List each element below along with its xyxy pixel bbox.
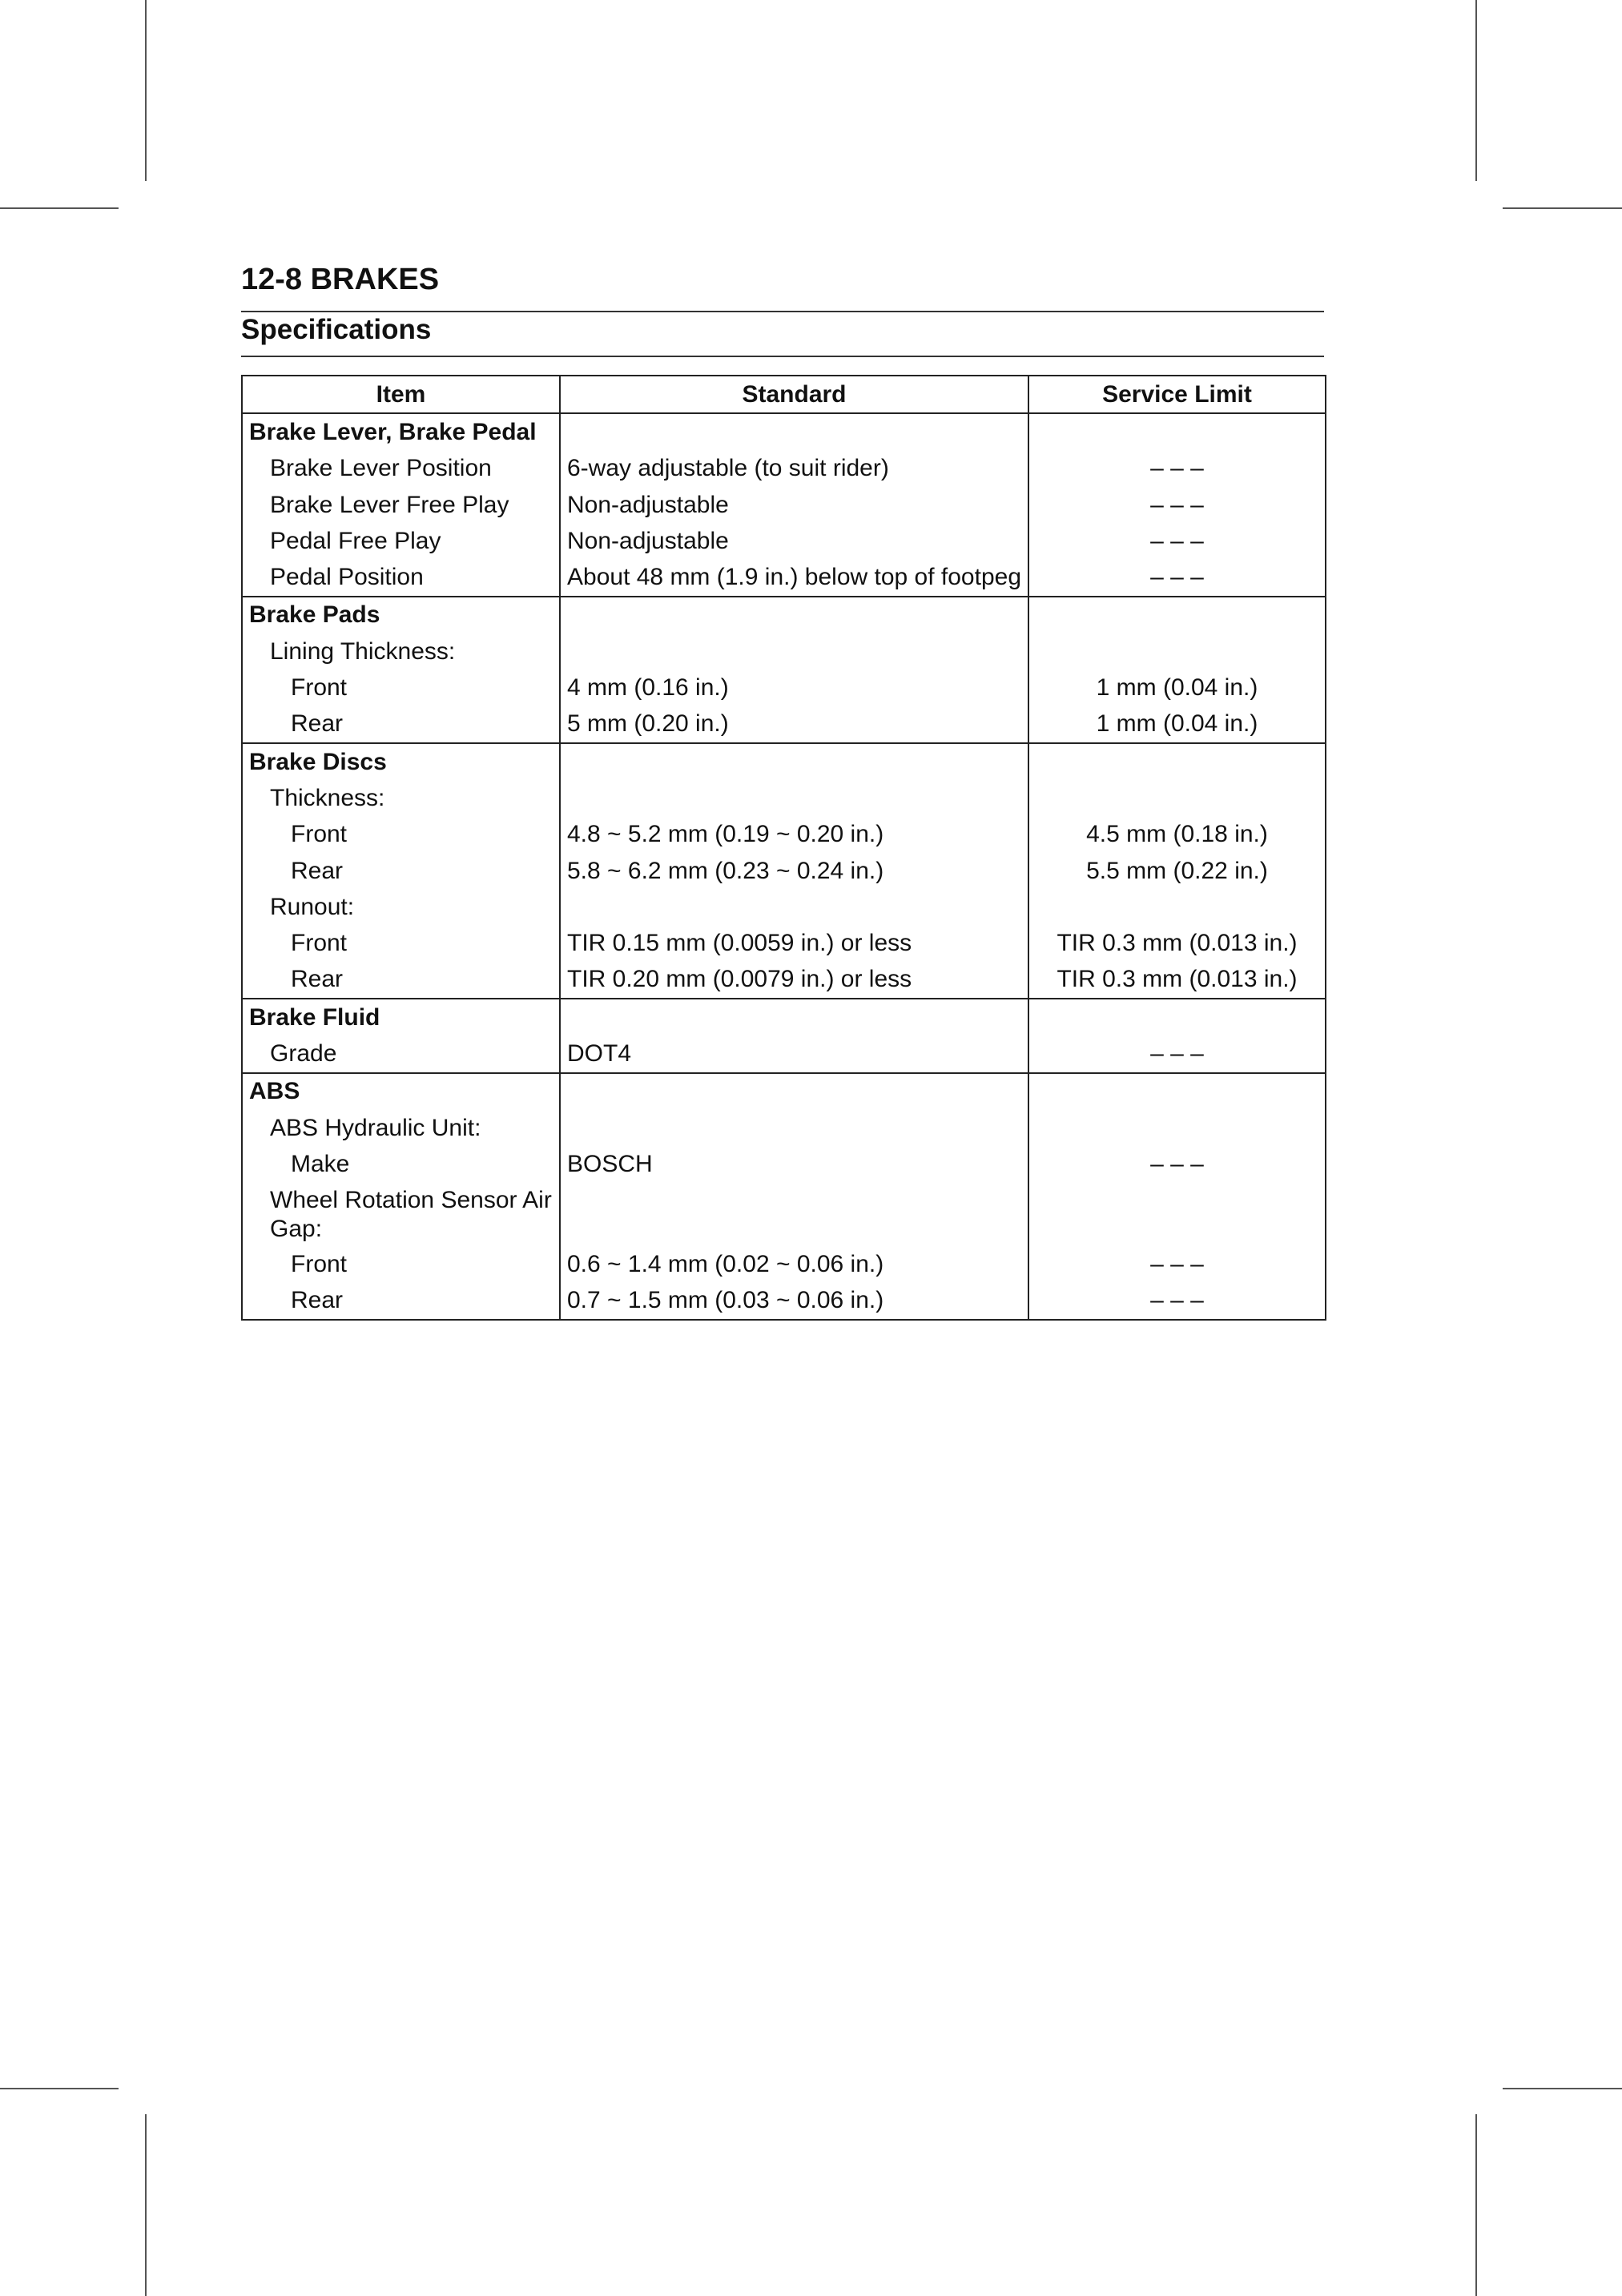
table-row [242, 669, 1326, 706]
service-limit-cell [1028, 1183, 1326, 1247]
table-row [242, 743, 1326, 780]
standard-cell: Non-adjustable [560, 523, 1028, 559]
standard-cell: About 48 mm (1.9 in.) below top of footpeg [560, 559, 1028, 596]
standard-cell [560, 780, 1028, 816]
table-row [242, 1073, 1326, 1110]
crop-mark-top-right-vertical [1475, 0, 1477, 181]
service-limit-cell: – – – [1028, 451, 1326, 487]
standard-cell: 0.6 ~ 1.4 mm (0.02 ~ 0.06 in.) [560, 1247, 1028, 1283]
item-cell: Brake Discs [242, 743, 560, 780]
item-cell: Grade [242, 1035, 560, 1072]
service-limit-cell: – – – [1028, 559, 1326, 596]
standard-cell: 5.8 ~ 6.2 mm (0.23 ~ 0.24 in.) [560, 853, 1028, 889]
standard-cell: 5 mm (0.20 in.) [560, 706, 1028, 743]
crop-mark-bottom-right-horizontal [1503, 2088, 1622, 2089]
table-row [242, 413, 1326, 450]
item-cell: ABS Hydraulic Unit: [242, 1110, 560, 1146]
service-limit-cell: – – – [1028, 1283, 1326, 1320]
table-row [242, 1110, 1326, 1146]
service-limit-cell: TIR 0.3 mm (0.013 in.) [1028, 925, 1326, 961]
item-cell: Brake Lever, Brake Pedal [242, 413, 560, 450]
item-cell: Lining Thickness: [242, 633, 560, 669]
service-limit-cell [1028, 743, 1326, 780]
item-cell: Brake Lever Free Play [242, 487, 560, 523]
service-limit-cell: – – – [1028, 523, 1326, 559]
service-limit-cell [1028, 999, 1326, 1035]
table-row [242, 1146, 1326, 1182]
standard-cell [560, 597, 1028, 633]
page-header: 12-8 BRAKES [241, 263, 440, 296]
standard-cell: 0.7 ~ 1.5 mm (0.03 ~ 0.06 in.) [560, 1283, 1028, 1320]
table-row [242, 559, 1326, 596]
standard-cell: 6-way adjustable (to suit rider) [560, 451, 1028, 487]
item-cell: Runout: [242, 889, 560, 925]
table-row [242, 1035, 1326, 1072]
service-limit-cell [1028, 633, 1326, 669]
header-rule [241, 311, 1324, 312]
table-row [242, 853, 1326, 889]
item-cell: Front [242, 925, 560, 961]
table-row [242, 597, 1326, 633]
item-cell: ABS [242, 1073, 560, 1110]
table-row [242, 889, 1326, 925]
standard-cell: 4.8 ~ 5.2 mm (0.19 ~ 0.20 in.) [560, 817, 1028, 853]
service-limit-cell [1028, 1073, 1326, 1110]
standard-cell [560, 413, 1028, 450]
crop-mark-top-left-horizontal [0, 207, 119, 209]
table-row [242, 1183, 1326, 1247]
service-limit-cell: – – – [1028, 1247, 1326, 1283]
service-limit-cell [1028, 597, 1326, 633]
table-row [242, 633, 1326, 669]
service-limit-cell [1028, 413, 1326, 450]
service-limit-cell: TIR 0.3 mm (0.013 in.) [1028, 962, 1326, 999]
table-row [242, 817, 1326, 853]
table-row [242, 706, 1326, 743]
service-limit-cell: 1 mm (0.04 in.) [1028, 706, 1326, 743]
service-limit-cell [1028, 780, 1326, 816]
crop-mark-top-right-horizontal [1503, 207, 1622, 209]
service-limit-cell [1028, 889, 1326, 925]
item-cell: Front [242, 669, 560, 706]
standard-cell: Non-adjustable [560, 487, 1028, 523]
item-cell: Pedal Position [242, 559, 560, 596]
table-header-row [242, 376, 1326, 413]
standard-cell: 4 mm (0.16 in.) [560, 669, 1028, 706]
service-limit-cell: – – – [1028, 487, 1326, 523]
standard-cell [560, 633, 1028, 669]
standard-cell [560, 889, 1028, 925]
item-cell: Thickness: [242, 780, 560, 816]
table-row [242, 451, 1326, 487]
table-body [242, 413, 1326, 1320]
table-row [242, 1247, 1326, 1283]
item-cell: Pedal Free Play [242, 523, 560, 559]
section-title: Specifications [241, 314, 432, 345]
section-rule [241, 356, 1324, 357]
table-row [242, 780, 1326, 816]
column-header-item: Item [242, 376, 560, 413]
standard-cell [560, 999, 1028, 1035]
item-cell: Brake Pads [242, 597, 560, 633]
table-row [242, 487, 1326, 523]
standard-cell [560, 743, 1028, 780]
item-cell: Brake Fluid [242, 999, 560, 1035]
service-limit-cell [1028, 1110, 1326, 1146]
table-row [242, 925, 1326, 961]
service-limit-cell: 4.5 mm (0.18 in.) [1028, 817, 1326, 853]
item-cell: Rear [242, 1283, 560, 1320]
standard-cell: TIR 0.20 mm (0.0079 in.) or less [560, 962, 1028, 999]
service-limit-cell: 1 mm (0.04 in.) [1028, 669, 1326, 706]
table-row [242, 1283, 1326, 1320]
service-limit-cell: – – – [1028, 1035, 1326, 1072]
item-cell: Wheel Rotation Sensor Air Gap: [242, 1183, 560, 1247]
item-cell: Rear [242, 706, 560, 743]
crop-mark-bottom-right-vertical [1475, 2114, 1477, 2296]
standard-cell: DOT4 [560, 1035, 1028, 1072]
item-cell: Rear [242, 853, 560, 889]
column-header-service-limit: Service Limit [1028, 376, 1326, 413]
item-cell: Brake Lever Position [242, 451, 560, 487]
table-row [242, 999, 1326, 1035]
standard-cell [560, 1183, 1028, 1247]
crop-mark-bottom-left-vertical [145, 2114, 147, 2296]
standard-cell [560, 1110, 1028, 1146]
crop-mark-top-left-vertical [145, 0, 147, 181]
service-limit-cell: 5.5 mm (0.22 in.) [1028, 853, 1326, 889]
item-cell: Make [242, 1146, 560, 1182]
item-cell: Rear [242, 962, 560, 999]
standard-cell [560, 1073, 1028, 1110]
column-header-standard: Standard [560, 376, 1028, 413]
standard-cell: BOSCH [560, 1146, 1028, 1182]
item-cell: Front [242, 1247, 560, 1283]
table-row [242, 962, 1326, 999]
table-row [242, 523, 1326, 559]
item-cell: Front [242, 817, 560, 853]
service-limit-cell: – – – [1028, 1146, 1326, 1182]
crop-mark-bottom-left-horizontal [0, 2088, 119, 2089]
specifications-table [241, 375, 1326, 1321]
standard-cell: TIR 0.15 mm (0.0059 in.) or less [560, 925, 1028, 961]
